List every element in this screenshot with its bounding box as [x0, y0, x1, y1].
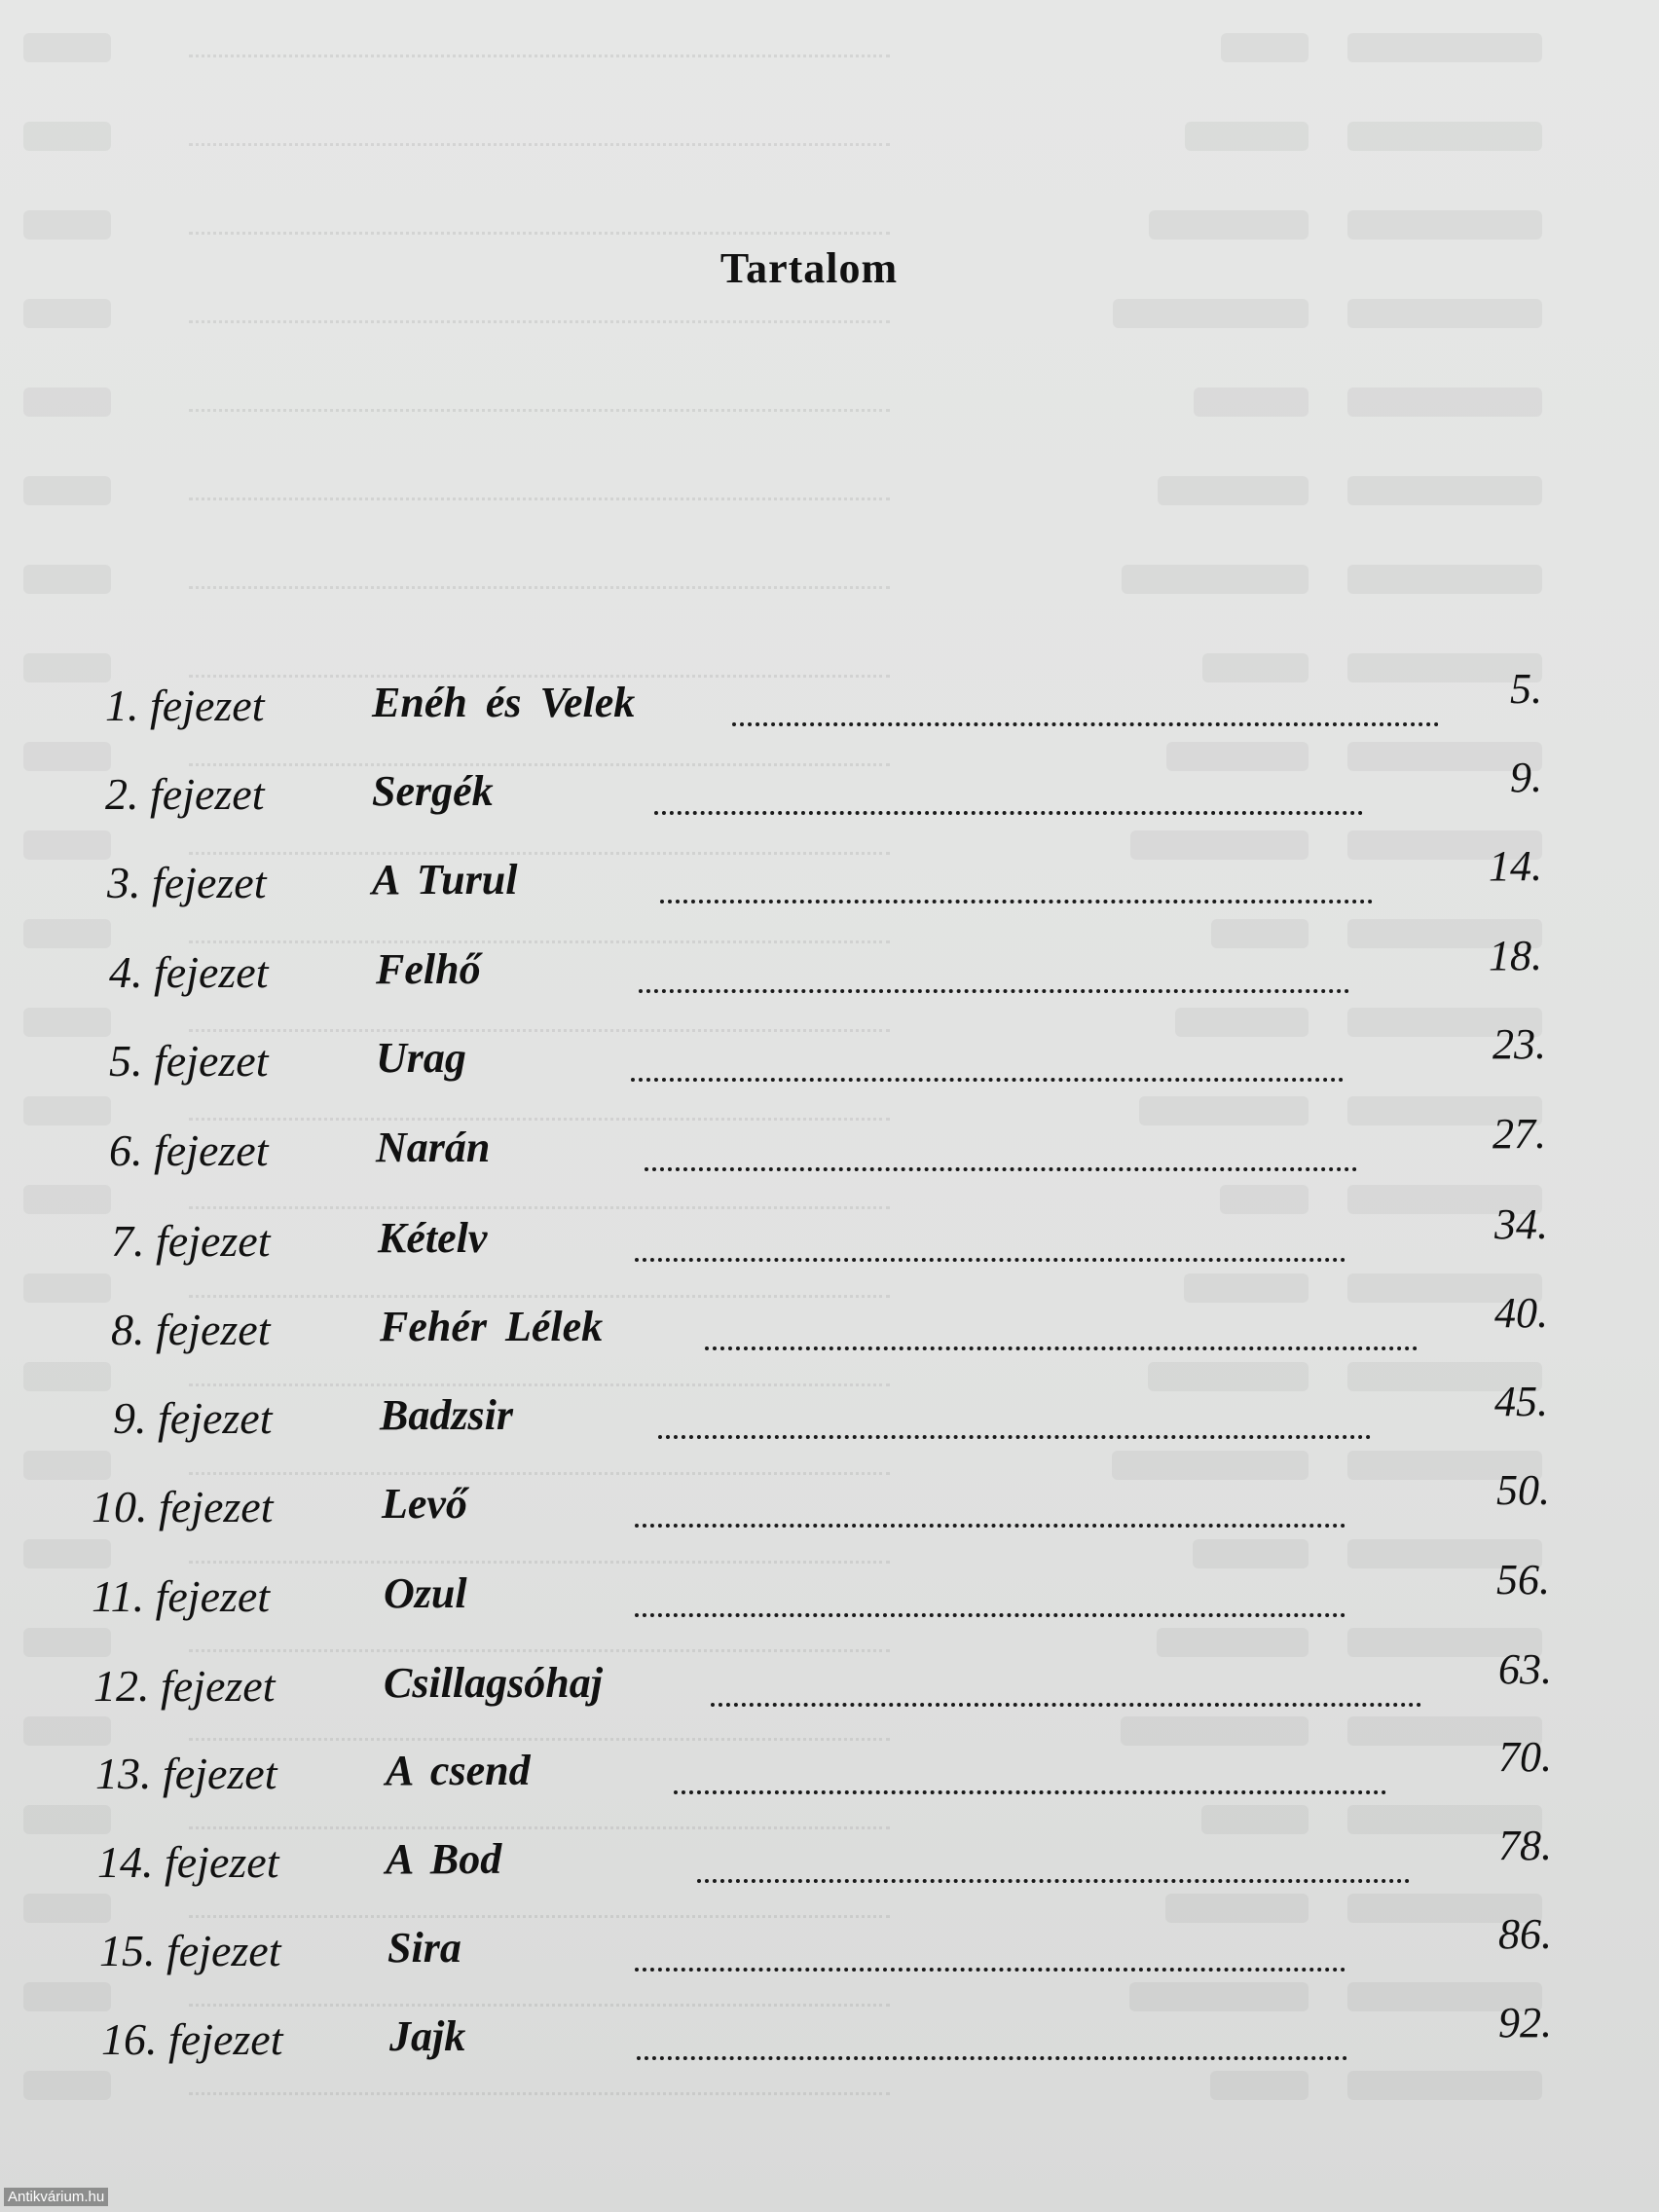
page-number: 23.	[1493, 1020, 1546, 1068]
page-number: 9.	[1510, 754, 1542, 801]
chapter-number: 5. fejezet	[109, 1036, 269, 1086]
dot-leader	[635, 1968, 1346, 1972]
chapter-title: Levő	[382, 1480, 467, 1528]
dot-leader	[697, 1879, 1410, 1883]
dot-leader	[732, 722, 1439, 726]
toc-entry	[0, 1110, 1659, 1195]
chapter-title: A csend	[386, 1747, 531, 1794]
chapter-title: Fehér Lélek	[380, 1303, 604, 1350]
toc-entry	[0, 1645, 1659, 1730]
toc-entry	[0, 1556, 1659, 1641]
dot-leader	[635, 1524, 1346, 1528]
chapter-number: 12. fejezet	[93, 1661, 276, 1711]
chapter-number: 7. fejezet	[111, 1216, 271, 1266]
chapter-title: Badzsir	[380, 1391, 513, 1439]
chapter-title: A Turul	[372, 856, 518, 903]
chapter-title: Sergék	[372, 767, 494, 815]
chapter-number: 10. fejezet	[92, 1482, 274, 1531]
toc-entry	[0, 1999, 1659, 2083]
page-title: Tartalom	[719, 244, 899, 292]
chapter-title: Sira	[387, 1924, 461, 1972]
page-number: 86.	[1498, 1910, 1552, 1958]
page-number: 27.	[1493, 1110, 1546, 1158]
chapter-number: 9. fejezet	[113, 1393, 273, 1443]
dot-leader	[658, 1435, 1371, 1439]
toc-entry	[0, 1020, 1659, 1105]
chapter-number: 1. fejezet	[105, 681, 265, 730]
page-number: 14.	[1489, 842, 1542, 890]
dot-leader	[639, 989, 1349, 993]
toc-entry	[0, 1200, 1659, 1285]
toc-entry	[0, 1733, 1659, 1818]
toc-entry	[0, 842, 1659, 927]
dot-leader	[711, 1703, 1421, 1707]
chapter-number: 3. fejezet	[107, 858, 267, 907]
toc-entry	[0, 932, 1659, 1016]
page-number: 92.	[1498, 1999, 1552, 2046]
page-number: 50.	[1496, 1466, 1550, 1514]
dot-leader	[635, 1258, 1346, 1262]
page-number: 70.	[1498, 1733, 1552, 1781]
page-number: 5.	[1510, 665, 1542, 713]
chapter-title: Enéh és Velek	[372, 679, 636, 726]
chapter-title: Kételv	[378, 1214, 488, 1262]
dot-leader	[654, 811, 1363, 815]
toc-entry	[0, 1822, 1659, 1906]
toc-entry	[0, 1378, 1659, 1462]
dot-leader	[637, 2056, 1347, 2060]
chapter-number: 16. fejezet	[101, 2014, 283, 2064]
watermark: Antikvárium.hu	[4, 2188, 108, 2206]
toc-entry	[0, 1289, 1659, 1374]
toc-entry	[0, 1466, 1659, 1551]
chapter-title: Csillagsóhaj	[384, 1659, 603, 1707]
toc-entry	[0, 754, 1659, 838]
chapter-title: A Bod	[386, 1835, 502, 1883]
chapter-title: Ozul	[384, 1569, 467, 1617]
chapter-title: Urag	[376, 1034, 466, 1082]
dot-leader	[660, 900, 1373, 903]
page-number: 40.	[1494, 1289, 1548, 1337]
dot-leader	[674, 1790, 1386, 1794]
page-number: 78.	[1498, 1822, 1552, 1869]
chapter-number: 6. fejezet	[109, 1125, 269, 1175]
chapter-title: Felhő	[376, 945, 481, 993]
chapter-number: 8. fejezet	[111, 1305, 271, 1354]
chapter-number: 11. fejezet	[92, 1571, 271, 1621]
dot-leader	[631, 1078, 1344, 1082]
chapter-title: Jajk	[389, 2012, 466, 2060]
dot-leader	[645, 1167, 1357, 1171]
chapter-number: 14. fejezet	[97, 1837, 279, 1887]
dot-leader	[635, 1613, 1346, 1617]
page-number: 18.	[1489, 932, 1542, 979]
chapter-title: Narán	[376, 1124, 491, 1171]
chapter-number: 15. fejezet	[99, 1926, 281, 1975]
chapter-number: 2. fejezet	[105, 769, 265, 819]
page-number: 63.	[1498, 1645, 1552, 1693]
dot-leader	[705, 1346, 1418, 1350]
toc-entry	[0, 1910, 1659, 1995]
toc-entry	[0, 665, 1659, 750]
page-number: 34.	[1494, 1200, 1548, 1248]
page-number: 45.	[1494, 1378, 1548, 1425]
chapter-number: 13. fejezet	[95, 1749, 277, 1798]
chapter-number: 4. fejezet	[109, 947, 269, 997]
page-number: 56.	[1496, 1556, 1550, 1604]
